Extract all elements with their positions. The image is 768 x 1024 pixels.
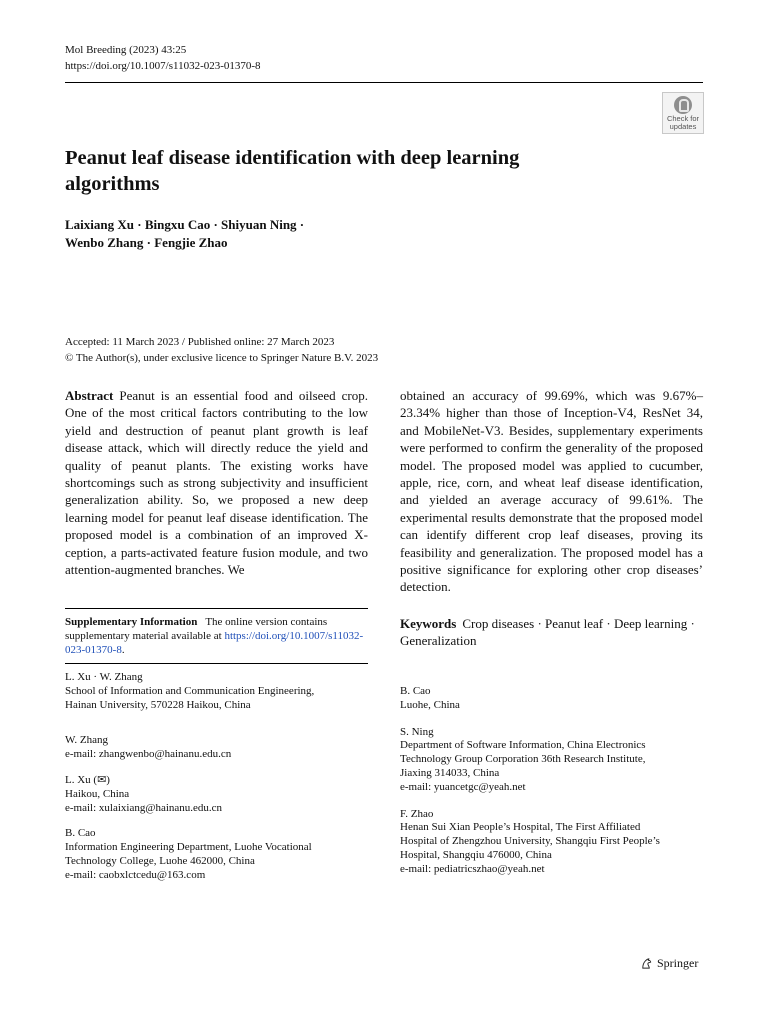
affiliation-line: S. Ning	[400, 725, 434, 738]
affiliation-block	[65, 774, 368, 815]
affiliation-block	[65, 827, 368, 882]
keywords-label: Keywords	[400, 616, 457, 631]
author-list	[65, 216, 565, 252]
abstract-text-2: obtained an accuracy of 99.69%, which was 9.67%–23.34% higher than those of Inception-V4, ResNet 34, and MobileNet-V3. Besides, supplementary experiments were performed to confirm the generality of the proposed model. The proposed model was applied to cucumber, apple, rice, corn, and wheat leaf disease identification, and yielded an average accuracy of 99.61%. The experimental results demonstrate that the proposed model can identify different crop leaf diseases, proving its feasibility and generalization. The proposed model has a positive significance for exploring other crop diseases’ detection.	[400, 388, 703, 595]
affiliation-line: Hainan University, 570228 Haikou, China	[65, 698, 251, 711]
journal-header	[65, 42, 261, 74]
abstract-label: Abstract	[65, 388, 114, 403]
header-rule	[65, 82, 703, 83]
keywords	[400, 615, 703, 650]
affiliation-email[interactable]: e-mail: caobxlctcedu@163.com	[65, 868, 206, 881]
affiliations-right	[400, 685, 703, 877]
bookmark-icon	[674, 96, 692, 114]
affiliation-block	[65, 734, 368, 762]
article-title	[65, 145, 625, 197]
check-updates-line2: updates	[669, 122, 697, 131]
supplementary-text: The online version contains supplementary material available at	[65, 616, 328, 642]
abstract-text-1: Peanut is an essential food and oilseed crop. One of the most critical factors contributing to the low yield and destruction of peanut plant growth is leaf disease attack, which will directly reduce the yield and quality of peanut plants. The existing works have shortcomings such as strong subjectivity and insufficient generalization ability. So, we proposed a new deep learning model for peanut leaf disease identification. The proposed model is a combination of an improved X-ception, a parts-activated feature fusion module, and two attention-augmented branches. We	[65, 388, 368, 578]
affiliation-line: Haikou, China	[65, 787, 130, 800]
affiliation-line: Technology Group Corporation 36th Research Institute,	[400, 753, 646, 766]
affiliation-block	[400, 808, 703, 877]
affiliation-email[interactable]: e-mail: zhangwenbo@hainanu.edu.cn	[65, 748, 232, 761]
title-line-1: Peanut leaf disease identification with deep learning	[65, 147, 520, 169]
affiliation-block	[400, 726, 703, 795]
abstract-column-2	[400, 387, 703, 596]
affiliation-line: School of Information and Communication Engineering,	[65, 684, 315, 697]
keywords-text: Crop diseases · Peanut leaf · Deep learning · Generalization	[400, 616, 695, 649]
affiliation-line: Jiaxing 314033, China	[400, 766, 500, 779]
accepted-published-line: Accepted: 11 March 2023 / Published online: 27 March 2023	[65, 336, 335, 348]
supplementary-period: .	[121, 644, 125, 656]
affiliation-line: Luohe, China	[400, 698, 460, 711]
check-for-updates-button[interactable]	[662, 92, 704, 134]
affiliation-email[interactable]: e-mail: pediatricszhao@yeah.net	[400, 862, 545, 875]
copyright-line: © The Author(s), under exclusive licence to Springer Nature B.V. 2023	[65, 352, 379, 364]
publication-dates	[65, 334, 378, 366]
affiliation-email[interactable]: e-mail: xulaixiang@hainanu.edu.cn	[65, 801, 223, 814]
abstract-column-1	[65, 387, 368, 578]
supplementary-label: Supplementary Information	[65, 616, 198, 628]
affiliation-line: B. Cao	[65, 827, 96, 840]
affiliation-line: B. Cao	[400, 685, 431, 697]
supplementary-information	[65, 615, 368, 657]
publisher-name: Springer	[657, 956, 699, 970]
affiliation-line: W. Zhang	[65, 734, 108, 747]
affiliation-block	[400, 685, 703, 713]
affiliation-line: Hospital, Shangqiu 476000, China	[400, 848, 552, 861]
supplementary-rule-bottom	[65, 663, 368, 664]
affiliation-block	[65, 671, 368, 712]
authors-line-1: Laixiang Xu · Bingxu Cao · Shiyuan Ning ·	[65, 217, 305, 232]
journal-citation: Mol Breeding (2023) 43:25	[65, 44, 187, 56]
affiliation-line: Information Engineering Department, Luohe Vocational	[65, 841, 312, 854]
affiliation-email[interactable]: e-mail: yuancetgc@yeah.net	[400, 780, 526, 793]
supplementary-link[interactable]: https://doi.org/10.1007/s11032-023-01370-8	[65, 630, 364, 656]
check-updates-line1: Check for	[666, 114, 700, 123]
affiliation-line: Hospital of Zhengzhou University, Shangqiu First People’s	[400, 835, 660, 848]
springer-horse-icon	[640, 957, 653, 970]
authors-line-2: Wenbo Zhang · Fengjie Zhao	[65, 235, 228, 250]
publisher-logo	[640, 955, 698, 971]
affiliation-line: L. Xu (✉)	[65, 773, 110, 786]
title-line-2: algorithms	[65, 173, 160, 195]
affiliation-line: F. Zhao	[400, 807, 434, 820]
doi-line[interactable]: https://doi.org/10.1007/s11032-023-01370-8	[65, 60, 261, 72]
affiliation-line: Department of Software Information, China Electronics	[400, 739, 646, 752]
affiliations-left	[65, 671, 368, 883]
supplementary-rule-top	[65, 608, 368, 609]
affiliation-line: L. Xu · W. Zhang	[65, 671, 143, 683]
affiliation-line: Technology College, Luohe 462000, China	[65, 854, 255, 867]
affiliation-line: Henan Sui Xian People’s Hospital, The First Affiliated	[400, 821, 641, 834]
